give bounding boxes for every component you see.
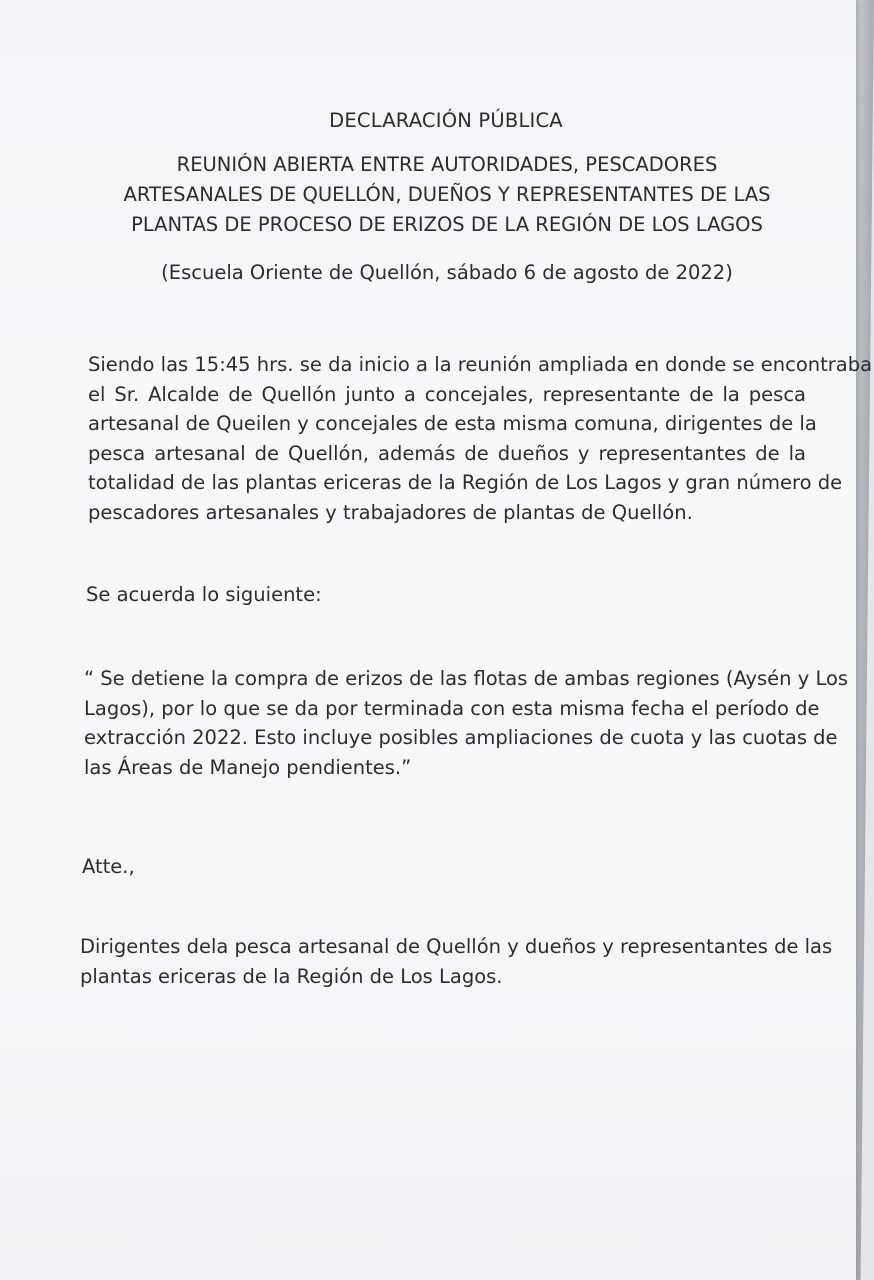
quote-line: Lagos), por lo que se da por terminada con esta misma fecha el período de xyxy=(84,696,820,720)
intro-line: Siendo las 15:45 hrs. se da inicio a la reunión ampliada en donde se encontraba xyxy=(88,353,873,376)
intro-line: el Sr. Alcalde de Quellón junto a concejales, representante de la pesca xyxy=(88,382,806,406)
sign-off: Atte., xyxy=(82,855,135,878)
quote-line: “ Se detiene la compra de erizos de las flotas de ambas regiones (Aysén y Los xyxy=(84,667,849,690)
intro-line: totalidad de las plantas ericeras de la Región de Los Lagos y gran número de xyxy=(88,471,843,494)
quote-line: extracción 2022. Esto incluye posibles ampliaciones de cuota y las cuotas de xyxy=(84,726,838,749)
intro-line: pesca artesanal de Quellón, además de dueños y representantes de la xyxy=(88,441,806,465)
subtitle-line: PLANTAS DE PROCESO DE ERIZOS DE LA REGIÓN DE LOS LAGOS xyxy=(131,213,763,236)
signatory-line: Dirigentes dela pesca artesanal de Quellón y dueños y representantes de las xyxy=(80,935,833,958)
intro-paragraph xyxy=(88,350,873,527)
agreement-intro: Se acuerda lo siguiente: xyxy=(86,583,322,606)
intro-line: artesanal de Queilen y concejales de esta misma comuna, dirigentes de la xyxy=(88,412,817,435)
intro-line: pescadores artesanales y trabajadores de plantas de Quellón. xyxy=(88,500,693,524)
subtitle-line: REUNIÓN ABIERTA ENTRE AUTORIDADES, PESCADORES xyxy=(176,153,718,176)
quote-line: las Áreas de Manejo pendientes.” xyxy=(84,755,412,779)
meeting-venue: (Escuela Oriente de Quellón, sábado 6 de agosto de 2022) xyxy=(161,261,733,284)
signatories xyxy=(80,932,832,991)
agreement-quote xyxy=(84,664,849,782)
signatory-line: plantas ericeras de la Región de Los Lagos. xyxy=(80,964,503,988)
document-title: DECLARACIÓN PÚBLICA xyxy=(329,109,563,132)
document-subtitle xyxy=(100,150,794,240)
subtitle-line: ARTESANALES DE QUELLÓN, DUEÑOS Y REPRESENTANTES DE LAS xyxy=(123,183,771,206)
